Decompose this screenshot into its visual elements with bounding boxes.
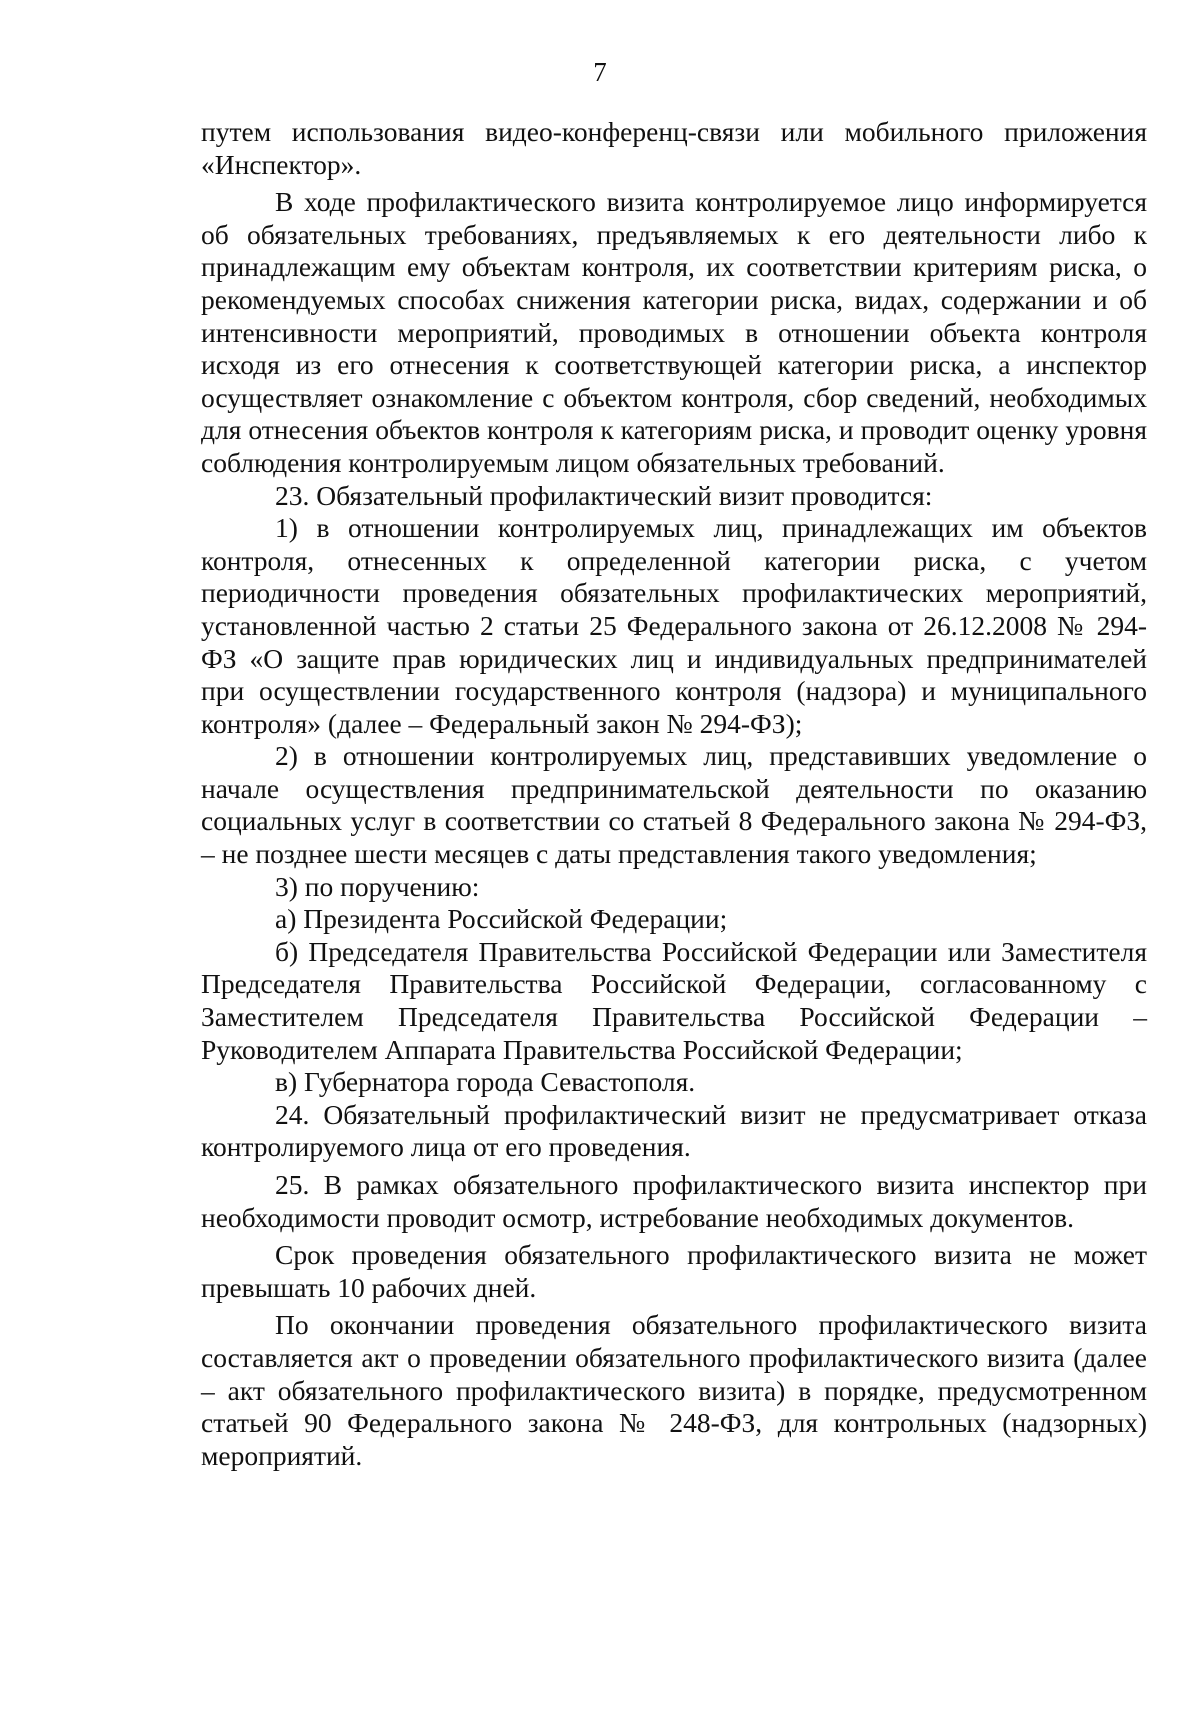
paragraph-item-23: 23. Обязательный профилактический визит проводится: xyxy=(275,479,933,511)
page-number: 7 xyxy=(593,57,607,87)
paragraph-act: По окончании проведения обязательного профилактического визита составляется акт о проведении обязательного профилактического визита (далее – акт обязательного профилактического визита) в порядке, предусмотренном статьей 90 Федерального закона № 248-ФЗ, для контрольных (надзорных) мероприятий. xyxy=(201,1309,1147,1471)
paragraph-continuation: путем использования видео-конференц-связи или мобильного приложения «Инспектор». xyxy=(201,116,1147,180)
document-body xyxy=(201,116,1147,1472)
paragraph-term: Срок проведения обязательного профилактического визита не может превышать 10 рабочих дней. xyxy=(201,1239,1147,1303)
paragraph-subitem-2: 2) в отношении контролируемых лиц, представивших уведомление о начале осуществления предпринимательской деятельности по оказанию социальных услуг в соответствии со статьей 8 Федерального закона № 294-ФЗ, – не позднее шести месяцев с даты представления такого уведомления; xyxy=(201,740,1147,870)
paragraph-item-25: 25. В рамках обязательного профилактического визита инспектор при необходимости проводит осмотр, истребование необходимых документов. xyxy=(201,1169,1147,1233)
paragraph-visit-info: В ходе профилактического визита контролируемое лицо информируется об обязательных требованиях, предъявляемых к его деятельности либо к принадлежащим ему объектам контроля, их соответствии критериям риска, о рекомендуемых способах снижения категории риска, видах, содержании и об интенсивности мероприятий, проводимых в отношении объекта контроля исходя из его отнесения к соответствующей категории риска, а инспектор осуществляет ознакомление с объектом контроля, сбор сведений, необходимых для отнесения объектов контроля к категориям риска, и проводит оценку уровня соблюдения контролируемым лицом обязательных требований. xyxy=(201,186,1147,478)
paragraph-subitem-3: 3) по поручению: xyxy=(275,870,480,902)
paragraph-subitem-1: 1) в отношении контролируемых лиц, принадлежащих им объектов контроля, отнесенных к определенной категории риска, с учетом периодичности проведения обязательных профилактических мероприятий, установленной частью 2 статьи 25 Федерального закона от 26.12.2008 № 294-ФЗ «О защите прав юридических лиц и индивидуальных предпринимателей при осуществлении государственного контроля (надзора) и муниципального контроля» (далее – Федеральный закон № 294-ФЗ); xyxy=(201,512,1147,739)
paragraph-item-24: 24. Обязательный профилактический визит не предусматривает отказа контролируемого лица от его проведения. xyxy=(201,1098,1147,1163)
paragraph-subitem-a: а) Президента Российской Федерации; xyxy=(275,903,728,935)
paragraph-subitem-v: в) Губернатора города Севастополя. xyxy=(275,1066,696,1098)
paragraph-subitem-b: б) Председателя Правительства Российской Федерации или Заместителя Председателя Правительства Российской Федерации, согласованному с Заместителем Председателя Правительства Российской Федерации – Руководителем Аппарата Правительства Российской Федерации; xyxy=(201,935,1147,1065)
